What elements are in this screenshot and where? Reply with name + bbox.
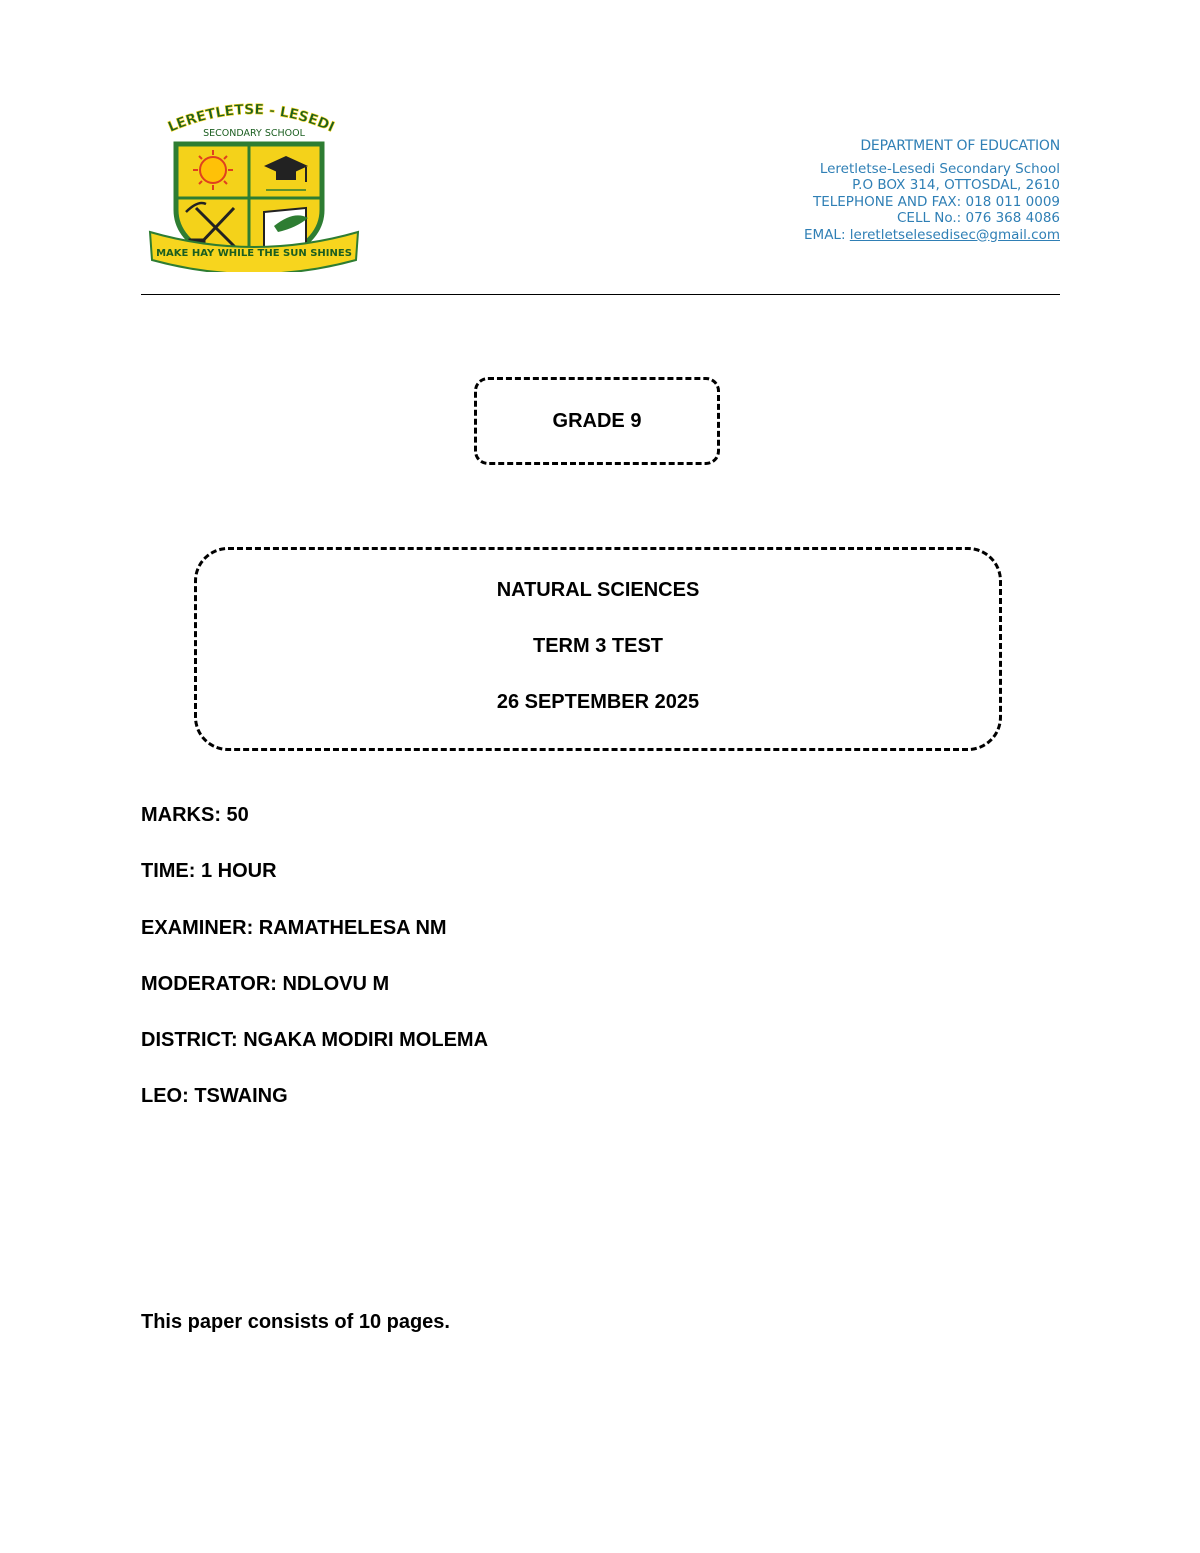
telephone-fax: TELEPHONE AND FAX: 018 011 0009: [812, 193, 1060, 210]
moderator-line: MODERATOR: NDLOVU M: [141, 973, 390, 995]
grade-label: GRADE 9: [552, 409, 642, 432]
sun-icon: [193, 150, 233, 190]
marks-line: MARKS: 50: [141, 804, 249, 826]
logo-motto: MAKE HAY WHILE THE SUN SHINES: [156, 248, 352, 259]
test-date: 26 SEPTEMBER 2025: [496, 691, 700, 713]
subject-name: NATURAL SCIENCES: [496, 579, 700, 601]
book-icon: [264, 208, 308, 248]
examiner-line: EXAMINER: RAMATHELESA NM: [141, 917, 447, 939]
header-divider: [141, 294, 1060, 295]
school-logo: [146, 100, 362, 272]
department-name: DEPARTMENT OF EDUCATION: [860, 138, 1060, 154]
grade-box: [474, 377, 720, 465]
school-name: Leretletse-Lesedi Secondary School: [819, 160, 1060, 177]
email-line: [804, 227, 1060, 244]
district-line: DISTRICT: NGAKA MODIRI MOLEMA: [141, 1029, 489, 1051]
logo-school-type: SECONDARY SCHOOL: [203, 128, 305, 139]
page-count-note: This paper consists of 10 pages.: [141, 1311, 450, 1333]
cell-number: CELL No.: 076 368 4086: [896, 210, 1060, 226]
contact-block: [804, 138, 1060, 243]
email-label: EMAL:: [804, 226, 850, 243]
email-link[interactable]: leretletselesedisec@gmail.com: [849, 226, 1060, 243]
logo-school-name: LERETLETSE - LESEDI: [165, 101, 337, 136]
leo-line: LEO: TSWAING: [141, 1085, 288, 1107]
subject-box: [194, 547, 1002, 751]
time-line: TIME: 1 HOUR: [141, 860, 277, 882]
postal-address: P.O BOX 314, OTTOSDAL, 2610: [852, 177, 1060, 193]
assessment-name: TERM 3 TEST: [532, 635, 663, 657]
